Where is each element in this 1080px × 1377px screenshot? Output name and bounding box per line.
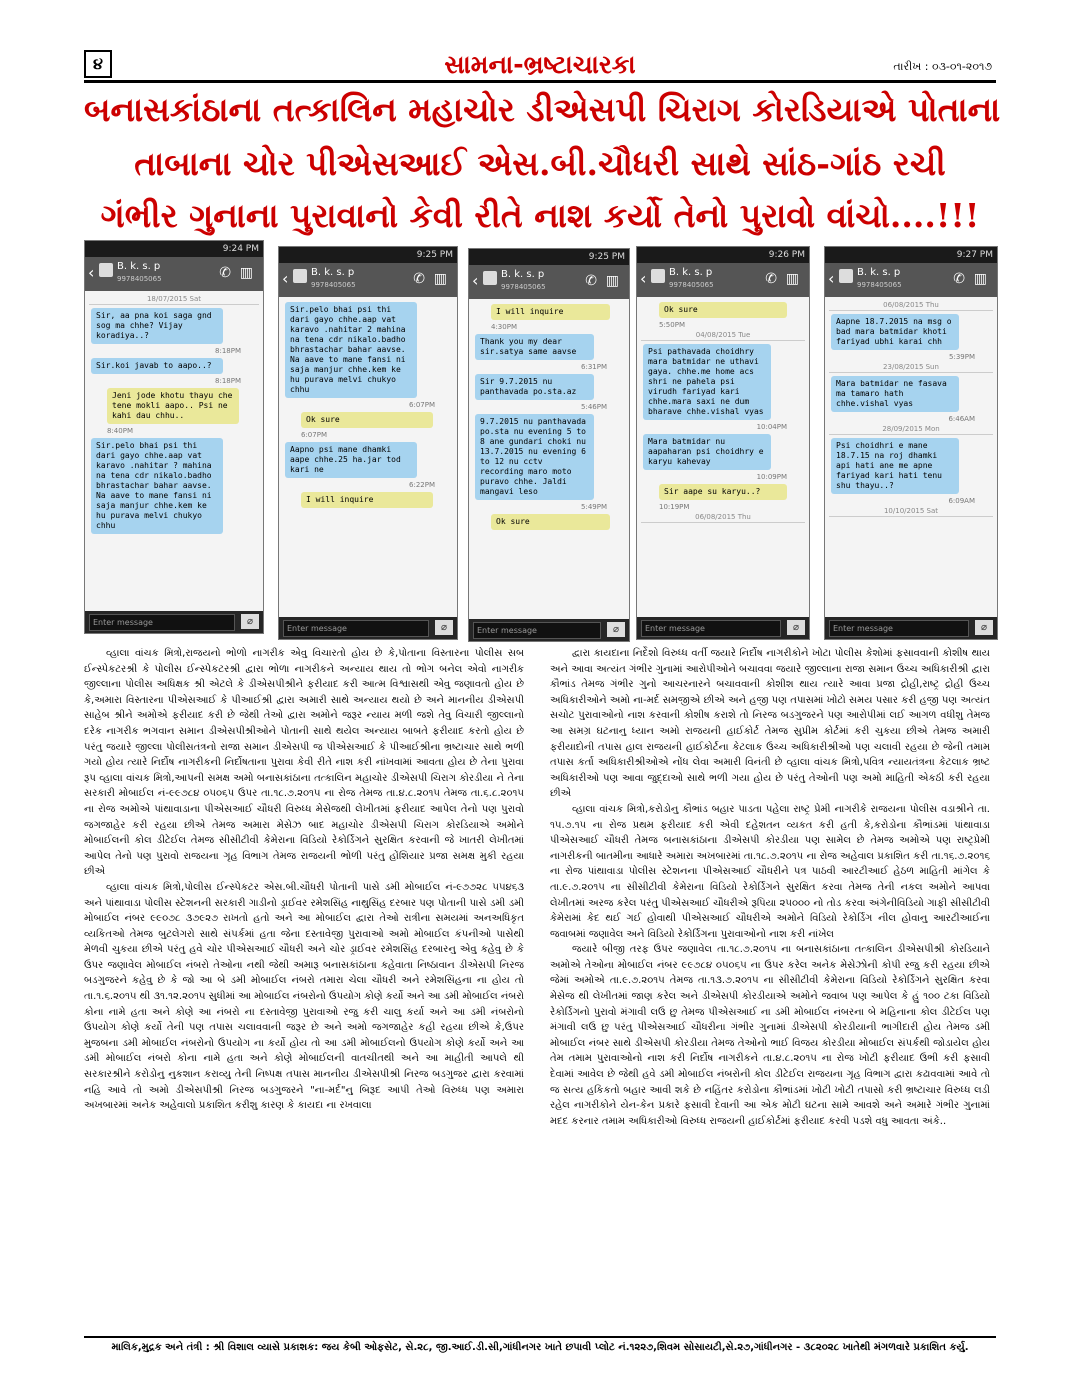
message-time: 8:40PM: [107, 427, 133, 435]
attach-icon[interactable]: ⌀: [607, 622, 625, 637]
sms-screenshot: [636, 246, 810, 640]
received-message: Ok sure: [491, 514, 610, 530]
received-message: Sir aape su karyu..?: [659, 484, 787, 500]
sent-message: Sir 9.7.2015 nu panthavada po.sta.az: [475, 374, 594, 400]
date-separator: 06/08/2015 Thu: [641, 513, 805, 523]
message-time: 6:07PM: [301, 431, 327, 439]
attach-icon[interactable]: ⌀: [975, 620, 993, 635]
message-time: 5:46PM: [581, 403, 607, 411]
message-time: 10:04PM: [756, 423, 787, 431]
message-time: 6:22PM: [409, 481, 435, 489]
message-list: [469, 299, 629, 621]
message-time: 6:07PM: [409, 401, 435, 409]
contact-name: B. k. s. p: [669, 267, 713, 278]
back-icon[interactable]: ‹: [640, 269, 647, 288]
sent-message: Mara batmidar nu aapaharan psi choidhry e karyu kahevay: [643, 434, 771, 470]
compose-bar: [469, 619, 629, 641]
message-time: 5:39PM: [949, 353, 975, 361]
message-input[interactable]: Enter message: [829, 620, 969, 637]
article-paragraph: જયારે બીજી તરફ ઉપર જણાવેલ તા.૧૮.૭.૨૦૧૫ ના બનાસકાંઠાના તત્કાલિન ડીએસપીશ્રી કોરડિયાને અમોએ તેઓના મોબાઈલ નંબર ૯૯૭૮૪ ૦૫૦૬૫ ના ઉપર કરેલ અનેક મેસેઝોની કોપી રજુ કરી રહયા છીએ જેમાં અમોએ તા.૯.૭.૨૦૧૫ તેમજ તા.૧૩.૭.૨૦૧૫ ના સીસીટીવી કેમેરાના વિડિયો રેકોર્ડિંગને સુરક્ષિત કરવા મેસેજ થી લેખીતમાં જાણ કરેલ અને ડીએસપી કોરડીયાએ અમોને જવાબ પણ આપેલ કે હું ૧૦૦ ટકા વિડિયો રેકોર્ડિંગનો પુરાવો મંગાવી લઉ છુ તેમજ પીએસઆઈ ના ડમી મોબાઈલ નંબરના બે મહિનાના કોલ ડીટેઈલ પણ મંગાવી લઉ છુ પરંતુ પીએસઆઈ ચૌધરીના ગંભીર ગુનામાં ડીએસપી કોરડીયાની ભાગીદારી હોય તેમજ ડમી મોબાઈલ નંબર સાથે ડીએસપી કોરડીયા તેમજ તેઓનો ભાઈ વિજય કોરડીયા મોબાઈલ સંપર્કથી જોડાયેલ હોય તેમ તમામ પુરાવાઓનો નાશ કરી નિર્દોષ નાગરીકને તા.૪.૮.૨૦૧૫ ના રોજ ખોટી ફરીયાદ ઉભી કરી ફસાવી દેવામાં આવેલ છે જેથી હવે ડમી મોબાઈલ નંબરોની કોલ ડીટેઈલ રાજયના ગૃહ વિભાગ દ્વારા કઢાવવામાં આવે તો જ સત્ય હકિકતો બહાર આવી શકે છે નહિંતર કરોડોના કૌભાંડમાં ખોટી ખોટી તપાસો કરી ભ્રષ્ટાચાર વિરુધ્ધ લડી રહેલ નાગરીકોને યેન-કેન પ્રકારે ફસાવી દેવાની આ એક મોટી ઘટના સામે આવશે અને અમારે ગંભીર ગુનામાં મદદ કરનાર તમામ અધિકારીઓ વિરુધ્ધ રાજયની હાઈકોર્ટમાં ફરીયાદ કરવી પડશે વધુ આવતા અંકે..: [550, 944, 990, 1127]
message-time: 8:18PM: [215, 347, 241, 355]
issue-date: તારીખ : ૦૩-૦૧-૨૦૧૭: [893, 60, 992, 73]
attach-icon[interactable]: ⌀: [787, 620, 805, 635]
status-time: 9:25 PM: [416, 250, 453, 260]
contact-number: 9978405065: [117, 275, 162, 283]
headline-line-3: ગંભીર ગુનાના પુરાવાનો કેવી રીતે નાશ કર્યો તેનો પુરાવો વાંચો....!!!: [100, 196, 980, 235]
call-icon[interactable]: ✆: [585, 273, 597, 289]
contact-avatar: [99, 263, 113, 277]
trash-icon[interactable]: ▥: [605, 273, 619, 289]
status-bar: [469, 249, 629, 265]
headline-line-2: તાબાના ચોર પીએસઆઈ એસ.બી.ચૌધરી સાથે સાંઠ-ગાંઠ રચી: [134, 144, 946, 183]
sms-screenshots: [84, 240, 996, 640]
sent-message: Aapne 18.7.2015 na msg o bad mara batmidar khoti fariyad ubhi karai chh: [831, 314, 959, 350]
contact-name: B. k. s. p: [117, 261, 161, 272]
conversation-header: [469, 265, 629, 299]
call-icon[interactable]: ✆: [413, 271, 425, 287]
masthead: [84, 50, 996, 83]
message-time: 5:50PM: [659, 321, 685, 329]
sent-message: 9.7.2015 nu panthavada po.sta nu evening 5 to 8 ane gundari choki nu 13.7.2015 nu evening 6 to 12 nu cctv recording maro moto puravo chhe. Jaldi mangavi leso: [475, 414, 594, 500]
conversation-header: [85, 257, 263, 291]
date-separator: 18/07/2015 Sat: [89, 295, 259, 305]
received-message: I will inquire: [301, 492, 433, 508]
received-message: Ok sure: [659, 302, 787, 318]
status-time: 9:25 PM: [588, 252, 625, 262]
received-message: Ok sure: [301, 412, 433, 428]
date-separator: 28/09/2015 Mon: [829, 425, 993, 435]
sms-screenshot: [824, 246, 998, 640]
conversation-header: [279, 263, 457, 297]
trash-icon[interactable]: ▥: [239, 265, 253, 281]
received-message: Jeni jode khotu thayu che tene mokli aapo.. Psi ne kahi dau chhu..: [107, 388, 239, 424]
date-separator: 10/10/2015 Sat: [829, 507, 993, 517]
contact-avatar: [483, 271, 497, 285]
message-list: [85, 291, 263, 613]
compose-bar: [637, 617, 809, 639]
article-column-left: [84, 646, 524, 1114]
attach-icon[interactable]: ⌀: [435, 620, 453, 635]
message-list: [637, 297, 809, 619]
contact-name: B. k. s. p: [501, 269, 545, 280]
contact-name: B. k. s. p: [311, 267, 355, 278]
conversation-header: [637, 263, 809, 297]
trash-icon[interactable]: ▥: [433, 271, 447, 287]
sent-message: Sir, aa pna koi saga gnd sog ma chhe? Vijay koradiya..?: [91, 308, 223, 344]
message-input[interactable]: Enter message: [89, 614, 235, 631]
newspaper-name: સામના-ભ્રષ્ટાચારકા: [444, 50, 636, 79]
sent-message: Sir.koi javab to aapo..?: [91, 358, 223, 374]
message-time: 4:30PM: [491, 323, 517, 331]
trash-icon[interactable]: ▥: [785, 271, 799, 287]
contact-avatar: [651, 269, 665, 283]
date-separator: 04/08/2015 Tue: [641, 331, 805, 341]
article-paragraph: દ્વારા કાયદાના નિર્દેશો વિરુધ્ધ વર્તી જયારે નિર્દોષ નાગરીકોને ખોટા પોલીસ કેશોમાં ફસાવવાની કોશીષ થાય અને આવા અત્યંત ગંભીર ગુનામાં આરોપીઓને બચાવવા જયારે જીલ્લાના રાજા સમાન ઉચ્ચ અધિકારીશ્રી દ્વારા કૌભાંડ તેમજ ગંભીર ગુનો આચરનારને બચાવવાની કોશીશ થાય ત્યારે આવા પ્રજા દ્રોહી,રાષ્ટ્ર દ્રોહી ઉચ્ચ અધિકારીઓને અમો ના-મર્દ સમજીએ છીએ અને હજી પણ તપાસમાં ખોટો સમય પસાર કરી હજી પણ અત્યંત સચોટ પુરાવાઓનો નાશ કરવાની કોશીષ કરાશે તો નિરજ બડગુજરને પણ આરોપીમાં લઈ આગળ વધીશુ તેમજ આ સમગ્ર ઘટનાનુ ધ્યાન અમો રાજયની હાઈકોર્ટ તેમજ સુપ્રીમ કોર્ટમાં કરી ચુકયા છીએ તેમજ અમારી ફરીયાદોની તપાસ હાલ રાજયની હાઈકોર્ટના કેટલાક ઉચ્ચ અધિકારીશ્રીઓ પણ ચલાવી રહયા છે જેની તમામ તપાસ કર્તા અધિકારીશ્રીઓએ નોંધ લેવા અમારી વિનંતી છે વ્હાલા વાંચક મિત્રો,પવિત્ર ન્યાયતંત્રના કેટલાક ભ્રષ્ટ અધિકારીઓ પણ આવા જુદ્દાઓ સાથે ભળી ગયા હોય છે પરંતુ તેઓની પણ અમો માહિતી એકઠી કરી રહયા છીએ: [550, 648, 990, 800]
article-paragraph: વ્હાલા વાંચક મિત્રો,પોલીસ ઈન્સ્પેકટર એસ.બી.ચૌધરી પોતાની પાસે ડમી મોબાઈલ નં-૯૭૭૨૮ ૫૫૪૬૩ અને પાંથાવાડા પોલીસ સ્ટેશનની સરકારી ગાડીનો ડ્રાઈવર રમેશસિંહ નાથુસિંહ દરબાર પણ પોતાની પાસે ડમી ડમી મોબાઈલ નંબર ૯૯૦૭૮ ૩૭૯૨૭ રાખતો હતો અને આ મોબાઈલ દ્વારા તેઓ રાત્રીના સમયમાં અનઅધિકૃત વ્યકિતઓ તેમજ બુટલેગરો સાથે સંપર્કમાં હતા જેના દસ્તાવેજી પુરાવાઓ અમો મોબાઈલ કંપનીઓ પાસેથી મેળવી ચુકયા છીએ પરંતુ હવે ચોર પીએસઆઈ ચૌધરી અને ચોર ડ્રાઈવર રમેશસિંહ દરબારનુ એવુ કહેવુ છે કે ઉપર જણાવેલ મોબાઈલ નંબરો તેઓના નથી જેથી અમારૂ બનાસકાંઠાના કહેવાતા નિષ્ઠાવાન ડીએસપી નિરજ બડગુજરને કહેવુ છે કે જો આ બે ડમી મોબાઈલ નંબરો તમારા ચેલા ચૌધરી અને રમેશસિંહના ના હોય તો તા.૧.૬.૨૦૧૫ થી ૩૧.૧૨.૨૦૧૫ સુધીમાં આ મોબાઈલ નંબરોનો ઉપયોગ કોણે કર્યો અને આ ડમી મોબાઈલ નંબરો કોના નામે હતા અને કોણે આ નંબરો ના દસ્તાવેજી પુરાવાઓ રજુ કરી ચાલુ કર્યા અને આ ડમી નંબરોનો ઉપયોગ કોણે કર્યો તેની પણ તપાસ ચલાવવાની જરૂર છે અને અમો જગજાહેર કહી રહયા છીએ કે,ઉપર મુજબના ડમી મોબાઈલ નંબરોનો ઉપયોગ ના કર્યો હોય તો આ ડમી મોબાઈલનો ઉપયોગ કોણે કર્યો અને આ ડમી મોબાઈલ નંબરો કોના નામે હતા અને કોણે મોબાઈલની વાતચીતથી અને આ માહીતી આપલે થી સરકારશ્રીને કરોડોનુ નુકશાન કરાવ્યુ તેની નિષ્પક્ષ તપાસ માનનીય ડીએસપીશ્રી નિરજ બડગુજર દ્વારા કરવામાં નહિ આવે તો અમો ડીએસપીશ્રી નિરજ બડગુજરને "ના-મર્દ"નુ બિરૂદ આપી તેઓ વિરુધ્ધ પણ અમારા અખબારમાં અનેક અહેવાલો પ્રકાશિત કરીશુ કારણ કે કાયદા ના રખવાલા: [84, 881, 524, 1112]
message-list: [825, 297, 997, 619]
status-bar: [637, 247, 809, 263]
sms-screenshot: [468, 248, 630, 642]
status-bar: [279, 247, 457, 263]
message-time: 6:09AM: [948, 497, 975, 505]
contact-avatar: [839, 269, 853, 283]
status-time: 9:26 PM: [768, 250, 805, 260]
call-icon[interactable]: ✆: [765, 271, 777, 287]
back-icon[interactable]: ‹: [472, 271, 479, 290]
compose-bar: [85, 611, 263, 633]
sms-screenshot: [278, 246, 458, 640]
page-number: ૪: [84, 50, 112, 78]
date-separator: 23/08/2015 Sun: [829, 363, 993, 373]
sms-screenshot: [84, 240, 264, 634]
article-paragraph: વ્હાલા વાંચક મિત્રો,કરોડોનુ કૌભાંડ બહાર પાડતા પહેલા રાષ્ટ્ર પ્રેમી નાગરીકે રાજયના પોલીસ વડાશ્રીને તા. ૧૫.૭.૧૫ ના રોજ પ્રથમ ફરીયાદ કરી એવી દહેશતન વ્યકત કરી હતી કે,કરોડોના કૌભાંડમાં પાંથાવાડા પીએસઆઈ ચૌધરી તેમજ બનાસકાંઠાના ડીએસપી કોરડીયા પણ સામેલ છે તેમજ અમોએ પણ રાષ્ટ્રપ્રેમી નાગરીકની બાતમીના આધારે અમારા અખબારમાં તા.૧૮.૭.૨૦૧૫ ના રોજ અહેવાલ પ્રકાશિત કરી તા.૧૬.૭.૨૦૧૬ ના રોજ પાંથાવાડા પોલીસ સ્ટેશનના પીએસઆઈ ચૌધરીને પત્ર પાઠવી આરટીઆઈ હેઠળ માહિતી માંગેલ કે તા.૯.૭.૨૦૧૫ ના સીસીટીવી કેમેરાના વિડિયો રેકોર્ડિંગને સુરક્ષિત કરવા તેમજ તેની નકલ અમોને આપવા લેખીતમાં અરજ કરેલ પરંતુ પીએસઆઈ ચૌધરીએ રૂપિયા ૨૫૦૦૦ નો તોડ કરવા અંગેનીવિડિયો ગાફી સીસીટીવી કેમેરામાં કેદ થઈ ગઈ હોવાથી પીએસઆઈ ચૌધરીએ અમોને વિડિયો રેકોર્ડિંગ નીલ હોવાનુ આરટીઆઈના જવાબમાં જણાવેલ અને વિડિયો રેકોર્ડિંગના પુરાવાઓનો નાશ કરી નાંખેલ: [550, 803, 990, 940]
contact-avatar: [293, 269, 307, 283]
back-icon[interactable]: ‹: [282, 269, 289, 288]
conversation-header: [825, 263, 997, 297]
date-separator: 06/08/2015 Thu: [829, 301, 993, 311]
sent-message: Psi choidhri e mane 18.7.15 na roj dhamki api hati ane me apne fariyad kari hati tenu shu thayu..?: [831, 438, 959, 494]
sent-message: Sir.pelo bhai psi thi dari gayo chhe.aap vat karavo .nahitar ? mahina na tena cdr nikalo.badho bhrastachar bahar aavse. Na aave to mane fansi ni saja manjur chhe.kem ke hu purava melvi chukyo chhu: [91, 438, 223, 534]
sent-message: Sir.pelo bhai psi thi dari gayo chhe.aap vat karavo .nahitar 2 mahina na tena cdr nikalo.badho bhrastachar bahar aavse. Na aave to mane fansi ni saja manjur chhe.kem ke hu purava melvi chukyo chhu: [285, 302, 417, 398]
compose-bar: [279, 617, 457, 639]
compose-bar: [825, 617, 997, 639]
sent-message: Thank you my dear sir.satya same aavse: [475, 334, 594, 360]
received-message: I will inquire: [491, 304, 610, 320]
status-time: 9:27 PM: [956, 250, 993, 260]
contact-name: B. k. s. p: [857, 267, 901, 278]
message-time: 6:46AM: [948, 415, 975, 423]
attach-icon[interactable]: ⌀: [241, 614, 259, 629]
imprint-footer: માલિક,મુદ્રક અને તંત્રી : શ્રી વિશાલ વ્યાસે પ્રકાશક: જય કેબી ઓફસેટ, સે.૨૮, જી.આઈ.ડી.સી,ગાંધીનગર ખાતે છપાવી પ્લોટ નં.૧૨૨૭,શિવમ સોસાયટી,સે.૨૭,ગાંધીનગર - ૩૮૨૦૨૮ ખાતેથી મંગળવારે પ્રકાશિત કર્યુ.: [84, 1336, 996, 1353]
sent-message: Psi pathavada choidhry mara batmidar ne uthavi gaya. chhe.me home acs shri ne pahela psi virudh fariyad kari chhe.mara saxi ne dum bharave chhe.vishal vyas: [643, 344, 771, 420]
sent-message: Aapno psi mane dhamki aape chhe.25 ha.jar tod kari ne: [285, 442, 417, 478]
status-time: 9:24 PM: [222, 244, 259, 254]
call-icon[interactable]: ✆: [219, 265, 231, 281]
contact-number: 9978405065: [857, 281, 902, 289]
back-icon[interactable]: ‹: [88, 263, 95, 282]
status-bar: [825, 247, 997, 263]
contact-number: 9978405065: [501, 283, 546, 291]
article-paragraph: વ્હાલા વાંચક મિત્રો,રાજયનો ભોળો નાગરીક એવુ વિચારતો હોય છે કે,પોતાના વિસ્તારના પોલીસ સબ ઈન્સ્પેકટરશ્રી કે પોલીસ ઈન્સ્પેકટરશ્રી દ્વારા ભોળા નાગરીકને અન્યાય થાય તો ભોગ બનેલ એવો નાગરીક જીલ્લાના પોલીસ અધિક્ષક શ્રી એટલે કે ડીએસપીશ્રીને ફરીયાદ કરી આત્મ વિશ્વાસથી એવુ જણાવતો હોય છે કે,અમારા વિસ્તારના પીએસઆઈ કે પીઆઈશ્રી દ્વારા અમારી સાથે અન્યાય થયો છે અને માનનીય ડીએસપી સાહેબ શ્રીને અમોએ ફરીયાદ કરી છે જેથી તેઓ દ્વારા અમોને જરૂર ન્યાય મળી જશે તેવુ વિચારી જીલ્લાનો દરેક નાગરીક ભગવાન સમાન ડીએસપીશ્રીઓને પોતાની સાથે થયેલ અન્યાય બાબતે ફરીયાદ કરતો હોય છે પરંતુ જયારે જીલ્લા પોલીસતંત્રનો રાજા સમાન ડીએસપી જ પીએસઆઈ કે પીઆઈશ્રીના ભ્રષ્ટાચાર સાથે ભળી ગયો હોય ત્યારે નિર્દોષ નાગરીકની નિર્દોષતાના પુરાવા કેવી રીતે નાશ કરી નાંખવામાં આવતા હોય છે તેના પુરાવા રૂપ વ્હાલા વાંચક મિત્રો,આપની સમક્ષ અમો બનાસકાંઠાના તત્કાલિન મહાચોર ડીએસપી ચિરાગ કોરડીયા ને તેના સરકારી મોબાઈલ નં-૯૯૭૮૪ ૦૫૦૬૫ ઉપર તા.૧૮.૭.૨૦૧૫ ના રોજ તેમજ તા.૪.૮.૨૦૧૫ તેમજ તા.૬.૮.૨૦૧૫ ના રોજ અમોએ પાંથાવાડાના પીએસઆઈ ચૌધરી વિરુધ્ધ મેસેજથી લેખીતમાં ફરીયાદ આપેલ તેનો પણ પુરાવો જગજાહેર કરી રહયા છીએ તેમજ અમારા મેસેઝ બાદ મહાચોર ડીએસપી ચિરાગ કોરડિયાએ અમોને મોબાઈલની કોલ ડીટેઈલ તેમજ સીસીટીવી કેમેરાના વિડિયો રેકોર્ડિંગને સુરક્ષિત કરવાની જે ખાતરી લેખીતમાં આપેલ તેનો પણ પુરાવો રાજયના ગૃહ વિભાગ તેમજ રાજયની ભોળી પરંતુ હોંશિયાર પ્રજા સમક્ષ મુકી રહયા છીએ: [84, 648, 524, 878]
status-bar: [85, 241, 263, 257]
trash-icon[interactable]: ▥: [973, 271, 987, 287]
back-icon[interactable]: ‹: [828, 269, 835, 288]
article-column-right: [550, 646, 990, 1129]
message-time: 6:31PM: [581, 363, 607, 371]
message-input[interactable]: Enter message: [473, 622, 601, 639]
message-input[interactable]: Enter message: [283, 620, 429, 637]
message-time: 8:18PM: [215, 377, 241, 385]
message-time: 10:09PM: [756, 473, 787, 481]
message-time: 10:19PM: [659, 503, 690, 511]
sent-message: Mara batmidar ne fasava ma tamaro hath chhe.vishal vyas: [831, 376, 959, 412]
contact-number: 9978405065: [669, 281, 714, 289]
message-time: 5:49PM: [581, 503, 607, 511]
contact-number: 9978405065: [311, 281, 356, 289]
headline-line-1: બનાસકાંઠાના તત્કાલિન મહાચોર ડીએસપી ચિરાગ કોરડિયાએ પોતાના: [84, 90, 1001, 129]
call-icon[interactable]: ✆: [953, 271, 965, 287]
message-list: [279, 297, 457, 619]
message-input[interactable]: Enter message: [641, 620, 781, 637]
